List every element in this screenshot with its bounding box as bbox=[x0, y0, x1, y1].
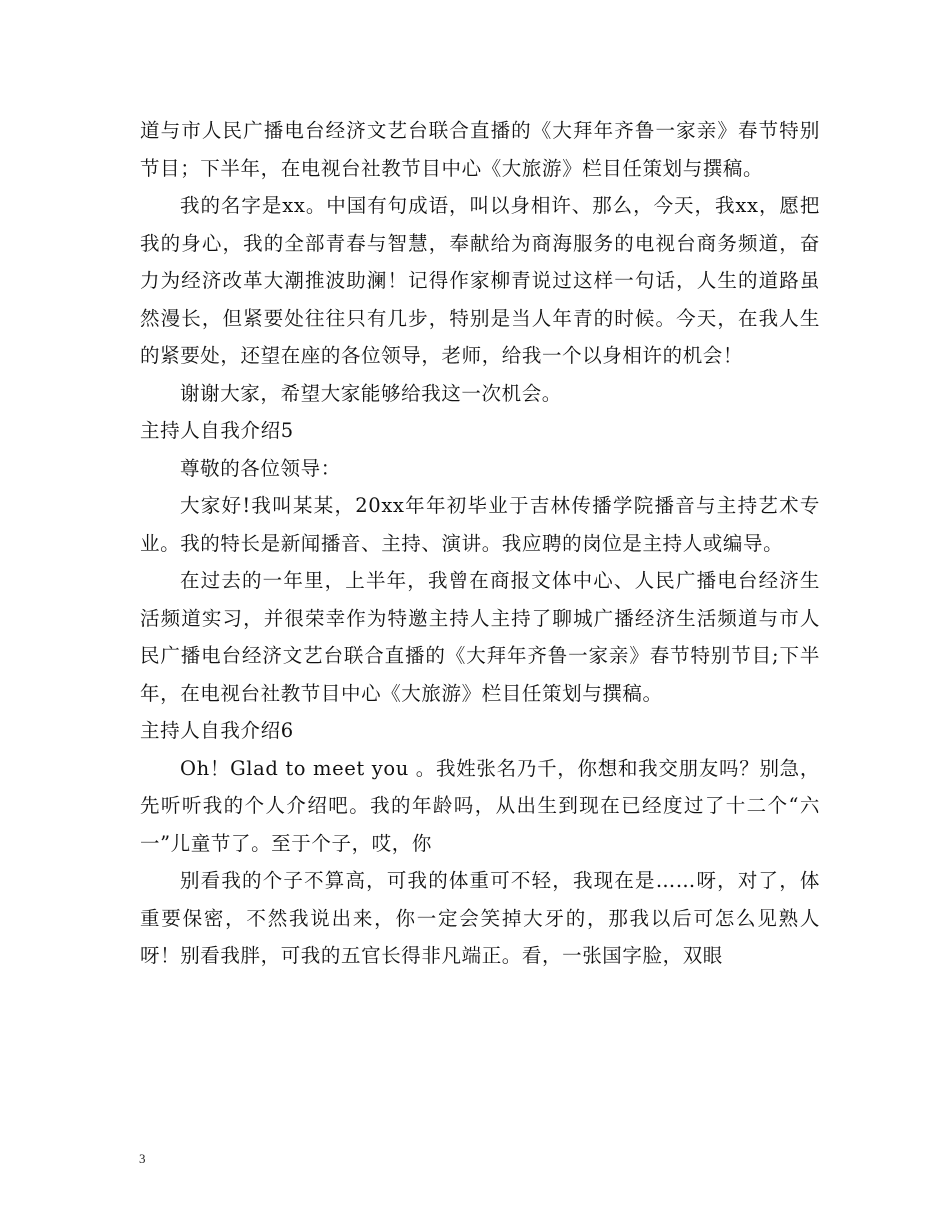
paragraph-description: 别看我的个子不算高，可我的体重可不轻，我现在是……呀，对了，体重要保密，不然我说出来，你一定会笑掉大牙的，那我以后可怎么见熟人呀！别看我胖，可我的五官长得非凡端正。看，一张国字脸，双眼 bbox=[140, 869, 820, 967]
paragraph-thanks: 谢谢大家，希望大家能够给我这一次机会。 bbox=[180, 381, 562, 405]
paragraph-salutation: 尊敬的各位领导： bbox=[180, 456, 341, 480]
paragraph-experience: 在过去的一年里，上半年，我曾在商报文体中心、人民广播电台经济生活频道实习，并很荣幸作为特邀主持人主持了聊城广播经济生活频道与市人民广播电台经济文艺台联合直播的《大拜年齐鲁一家亲》春节特别节目;下半年，在电视台社教节目中心《大旅游》栏目任策划与撰稿。 bbox=[140, 569, 820, 705]
page-number: 3 bbox=[139, 1151, 146, 1166]
paragraph-continuation: 道与市人民广播电台经济文艺台联合直播的《大拜年齐鲁一家亲》春节特别节目；下半年，在电视台社教节目中心《大旅游》栏目任策划与撰稿。 bbox=[140, 119, 820, 180]
section-heading-5: 主持人自我介绍5 bbox=[140, 419, 294, 442]
paragraph-background: 大家好!我叫某某，20xx年年初毕业于吉林传播学院播音与主持艺术专业。我的特长是新闻播音、主持、演讲。我应聘的岗位是主持人或编导。 bbox=[140, 494, 820, 555]
paragraph-greeting: Oh！Glad to meet you 。我姓张名乃千，你想和我交朋友吗？别急，先听听我的个人介绍吧。我的年龄吗，从出生到现在已经度过了十二个“六一”儿童节了。至于个子，哎，你 bbox=[140, 756, 820, 855]
section-heading-6: 主持人自我介绍6 bbox=[140, 719, 294, 742]
document-body bbox=[140, 112, 820, 975]
paragraph-self-introduction: 我的名字是xx。中国有句成语，叫以身相许、那么，今天，我xx，愿把我的身心，我的全部青春与智慧，奉献给为商海服务的电视台商务频道，奋力为经济改革大潮推波助澜！记得作家柳青说过这样一句话，人生的道路虽然漫长，但紧要处往往只有几步，特别是当人年青的时候。今天，在我人生的紧要处，还望在座的各位领导，老师，给我一个以身相许的机会！ bbox=[140, 194, 820, 367]
